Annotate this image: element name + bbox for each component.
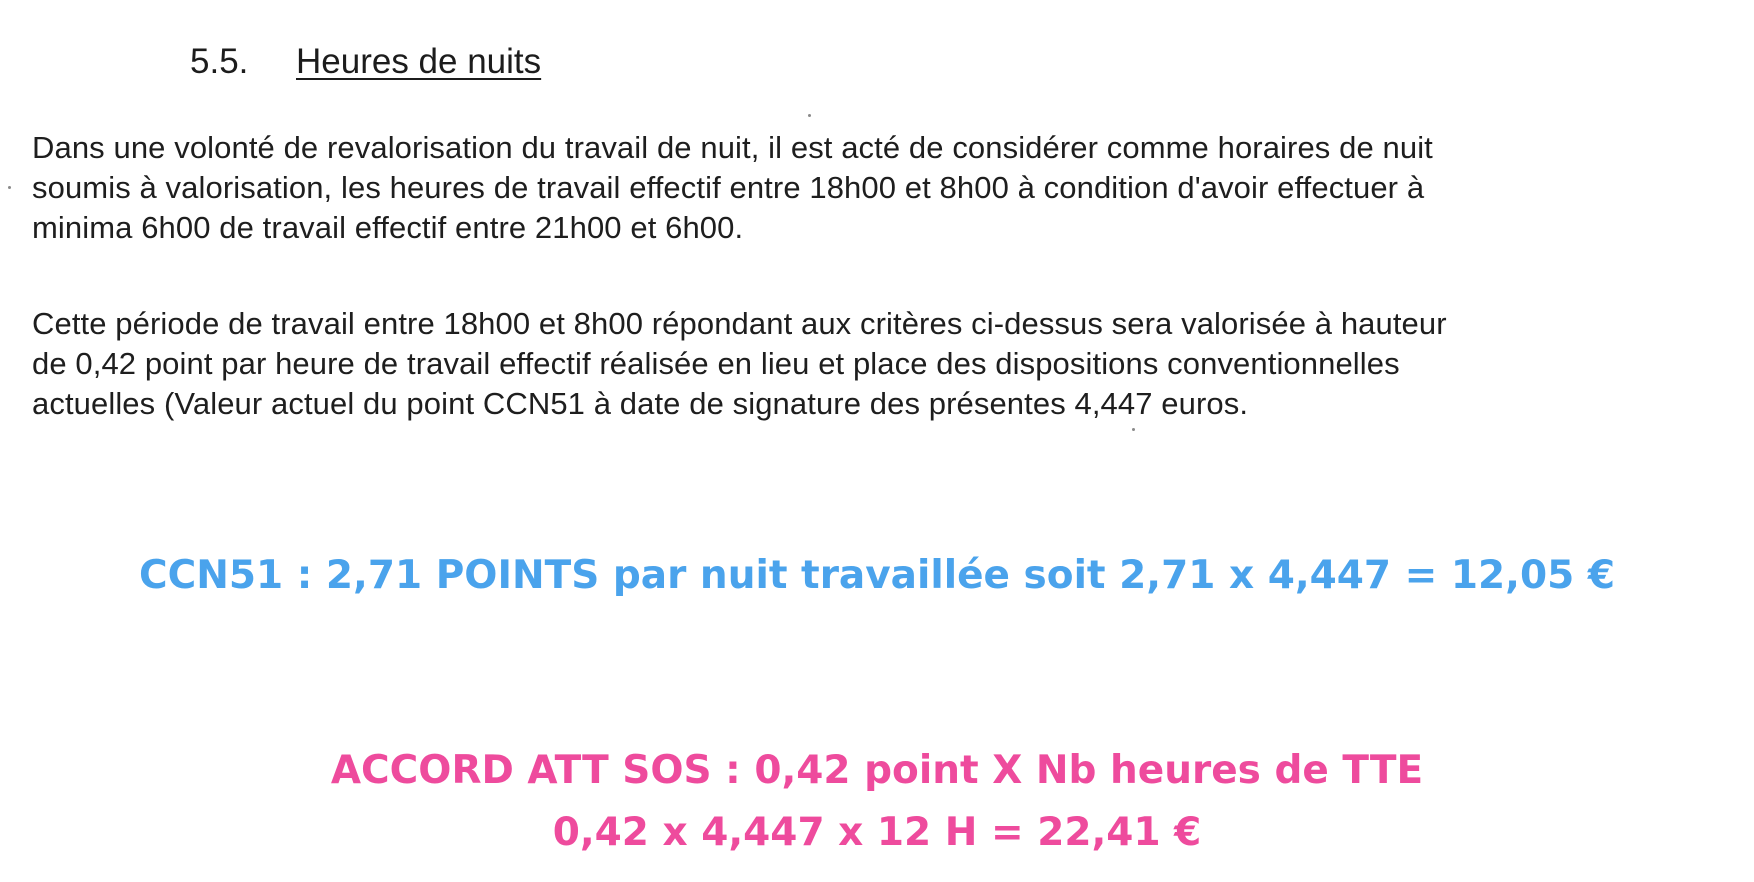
- accord-formula: ACCORD ATT SOS : 0,42 point X Nb heures de TTE: [330, 748, 1424, 793]
- paragraph-line: minima 6h00 de travail effectif entre 21h00 et 6h00.: [32, 210, 744, 245]
- scan-speck: [1132, 428, 1135, 431]
- accord-calculation: 0,42 x 4,447 x 12 H = 22,41 €: [552, 810, 1202, 855]
- paragraph-line: de 0,42 point par heure de travail effectif réalisée en lieu et place des dispositions conventionnelles: [32, 346, 1400, 381]
- paragraph-line: actuelles (Valeur actuel du point CCN51 à date de signature des présentes 4,447 euros.: [32, 386, 1249, 421]
- section-number: 5.5.: [190, 42, 249, 81]
- section-heading: [190, 42, 541, 82]
- scan-speck: [808, 114, 811, 117]
- paragraph-line: Dans une volonté de revalorisation du travail de nuit, il est acté de considérer comme horaires de nuit: [32, 130, 1433, 165]
- paragraph-line: soumis à valorisation, les heures de travail effectif entre 18h00 et 8h00 à condition d'avoir effectuer à: [32, 170, 1425, 205]
- ccn51-calculation: CCN51 : 2,71 POINTS par nuit travaillée soit 2,71 x 4,447 = 12,05 €: [139, 553, 1615, 598]
- section-title: Heures de nuits: [296, 42, 542, 81]
- scan-speck: [8, 186, 11, 189]
- paragraph-line: Cette période de travail entre 18h00 et 8h00 répondant aux critères ci-dessus sera valorisée à hauteur: [32, 306, 1447, 341]
